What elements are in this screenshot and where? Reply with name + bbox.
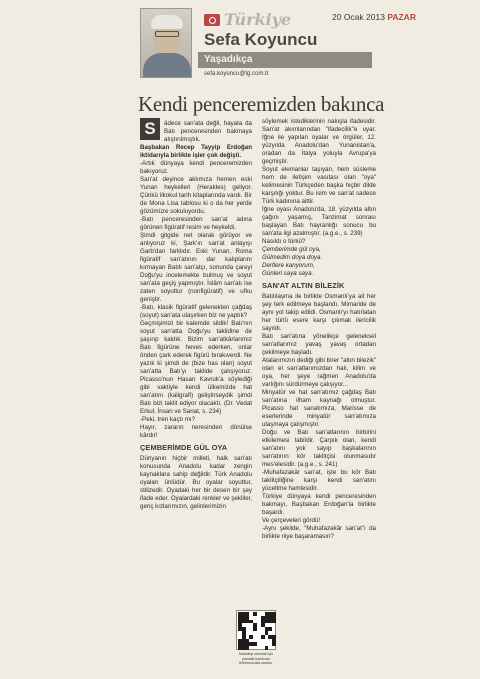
paragraph: Geçmişimizi bir kalemde sildik! Batı'nın soyut san'atta Doğu'yu taklidine de şaşırıp kaldık. Bizim san'atkârlarımız Batı figürüne heves ederken, onlar önden çark ederek figürü bırakıverdi. Ne yazık ki şimdi de (bize has olan) soyut san'atta Batı'yı taklide çalışıyoruz. Picasso'nun Hasan Kavruk'a söylediği gibi vaktiyle kendi ülkemizde hat san'atını (kaligrafi) geliştirseydik şimdi Batı bizi taklit ediyor olacaktı. (Dr. Vedat Erkul, İnsan ve Sanat, s. 234) — [140, 320, 252, 415]
paragraph: Şimdi gitgide net olarak görüyor ve anlıyoruz ki, Şark'ın san'at anlayışı Garb'dan farklıdır. Eski Yunan, Roma figüratif san'atının dar kalıplarını kırmayan Batılı san'atçı, sonunda çareyi Doğu'yu incelemekte bulmuş ve soyut san'ata geçiş yapmıştır. İslâm san'atı ise zaten soyuttur (nonfigüratif) ve ufku geniştir. — [140, 232, 252, 303]
poem-line: Dertlere kanyorum, — [262, 262, 315, 269]
column-name-banner: Yaşadıkça — [198, 52, 372, 68]
date-text: 20 Ocak 2013 — [332, 12, 385, 22]
qr-cell — [272, 642, 276, 646]
article-column-1 — [140, 118, 252, 511]
paragraph: -Muhafazakâr san'at, işte bu kör Batı taklitçiliğine karşı kendi san'atını yüceltme hamlesidir. — [262, 469, 376, 492]
paragraph: Batılılaşma ile birlikte Osmanlı'ya ait her şey terk edilmeye başlandı. Mimaride de aynı yol takip edildi. Osmanlı'yı hatırlatan her türlü esere karşı çıkmak ilericilik sayıldı. — [262, 293, 376, 332]
author-name: Sefa Koyuncu — [204, 30, 318, 49]
article-column-2 — [262, 118, 376, 541]
paragraph: Soyut elemanlar taşıyan, hem süsleme hem de iletişim vasıtası olan "oya" kelimesinin Türkçeden başka hiçbir dilde karşılığı yoktur. Bu isim ve san'at sadece Türk kadınına aittir. — [262, 166, 376, 205]
paragraph: söylemek istediklerinin nakışla ifadesidir. San'at akımlarından "ifadecilik"e uyar. İğne ile yapılan oyalar ve örgüler, 12. yüzyılda Anadolu'dan Yunanistan'a, oradan da İtalya yoluyla Avrupa'ya geçmiştir. — [262, 118, 376, 165]
subheading: SAN'AT ALTIN BİLEZİK — [262, 281, 345, 290]
paragraph: -Aynı şekilde, "Muhafazakâr san'at"ı da birlikte niye başaramasın? — [262, 525, 376, 540]
paragraph: Ve çerçeveleri gördü! — [262, 517, 321, 524]
qr-cell — [253, 642, 257, 646]
paragraph: ädece san'ata değil, hayata da Batı penceresinden bakmaya alıştırılmıştık. — [164, 120, 252, 143]
paragraph: Hayır, zararın neresinden dönülse kârdır! — [140, 424, 252, 439]
qr-cell — [246, 646, 250, 650]
poem-line: Günleri saya saya. — [262, 270, 314, 277]
paragraph: Dünyanın hiçbir milleti, halk san'atı konusunda Anadolu kadar zengin kaynaklara sahip değildir. Türk Anadolu oyaları ünlüdür. Bu oyalar soyuttur, stilizedir. Oyadaki her bir desen bir şey ifade eder. Oyalardaki renkler ve şekiller, genç kızlarımızın, gelinlerimizin — [140, 455, 252, 510]
paragraph: İğne oyası Anadolu'da, 18. yüzyılda altın çağını yaşamış, Tanzimat sonrası başlayan Batı hayranlığı sonucu bu san'ata ilgi azalmıştır. (a.g.e., s. 239) — [262, 206, 376, 237]
paragraph: -Peki, tren kaçtı mı? — [140, 416, 196, 423]
poem-line: Nasıldı o türkü? — [262, 238, 306, 245]
qr-cell — [261, 635, 265, 639]
drop-cap: S — [140, 118, 160, 140]
paragraph: Batı san'atına yönelikçe geleneksel san'atlarımız yavaş yavaş ortadan çekilmeye başladı. — [262, 333, 376, 356]
qr-code-icon — [236, 610, 276, 650]
subheading: ÇEMBERİMDE GÜL OYA — [140, 443, 228, 452]
paragraph: San'at deyince aklımıza hemen eski Yunan heykelleri (Herakles) geliyor. Çünkü ilkokul tarih kitaplarında vardı. Bir de Mona Lisa tablosu ki o da her yerde gözümüze sokuluyordu. — [140, 176, 252, 215]
paragraph: -Batı penceresinden san'at adına görünen figüratif resim ve heykeldi. — [140, 216, 252, 231]
qr-caption: Makaleyi okumak için yandaki karekodu telefonunuzla okutun. — [238, 652, 274, 665]
paragraph: -Artık dünyaya kendi penceremizden bakıyoruz. — [140, 160, 252, 175]
author-photo-hair — [151, 15, 183, 29]
paragraph: Türkiye dünyaya kendi penceresinden bakmayı, Başbakan Erdoğan'la birlikte başardı. — [262, 493, 376, 516]
newspaper-brand: Türkiye — [224, 10, 292, 29]
author-photo-body — [143, 53, 191, 78]
newspaper-logo — [204, 10, 291, 29]
flag-icon — [204, 14, 220, 26]
qr-cell — [265, 646, 269, 650]
paragraph: Atalarımızın dediği gibi birer "altın bilezik" olan el san'atlarımızdan halı, kilim ve oya, her şeye rağmen Anadolu'da varlığını sürdürmeye çalışıyor... — [262, 357, 376, 388]
poem-line: Gülmedim doya doya. — [262, 254, 323, 261]
author-photo-glasses — [155, 31, 179, 37]
qr-code-box — [236, 610, 276, 666]
day-text: PAZAR — [387, 12, 416, 22]
qr-cell — [249, 635, 253, 639]
dateline — [332, 12, 416, 22]
paragraph: Minyatür ve hat san'atımız çağdaş Batı san'atına ilham kaynağı olmuştur. Picasso hat sanatımıza, Marisse de eserlerinde minyatür san'atımıza ulaşmaya çalışmıştır. — [262, 389, 376, 428]
qr-cell — [272, 620, 276, 624]
author-photo — [140, 8, 192, 78]
article-headline: Kendi penceremizden bakınca — [138, 92, 385, 116]
qr-cell — [253, 627, 257, 631]
poem-line: Çemberimde gül oya, — [262, 246, 321, 253]
paragraph: Başbakan Recep Tayyip Erdoğan iktidarıyla birlikte işler çok değişti. — [140, 144, 252, 159]
qr-cell — [253, 612, 257, 616]
qr-cell — [268, 627, 272, 631]
author-email: sefa.koyuncu@tg.com.tr — [204, 71, 269, 77]
paragraph: Doğu ve Batı san'atlarının birbirini etkilemesi tabiîdir. Çarpık olan, kendi san'atını yok sayıp başkalarının san'atının kör taklitçisi olunmasıdır mes'elesidir. (a.g.e., s. 241) — [262, 429, 376, 468]
paragraph: -Batı, klasik figüratif gelenekten çağdaş (soyut) san'ata ulaşırken biz ne yaptık? — [140, 304, 252, 319]
